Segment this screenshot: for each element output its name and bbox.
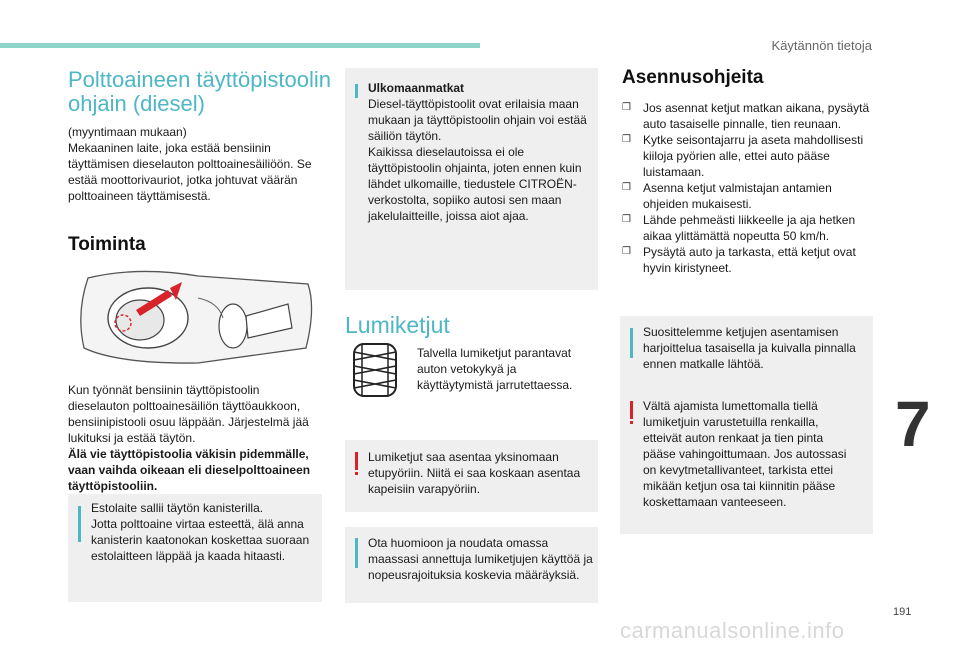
info-box-text <box>368 535 593 583</box>
list-item <box>622 132 872 180</box>
text-line: Suosittelemme ketjujen asentamisen <box>643 325 839 339</box>
info-marker <box>78 506 81 542</box>
abroad-text <box>368 80 587 224</box>
text-line: ennen matkalle lähtöä. <box>643 357 764 371</box>
text-line: lumiketjuin varustetuilla renkailla, <box>643 415 819 429</box>
text-line: Talvella lumiketjut parantavat <box>417 346 572 360</box>
text-line: Diesel-täyttöpistoolit ovat erilaisia maan <box>368 97 579 111</box>
title-line: Polttoaineen täyttöpistoolin <box>68 67 331 92</box>
warning-marker <box>630 401 633 419</box>
text-line: mikään ketjun osa tai kiinnitin pääse <box>643 479 836 493</box>
warning-marker <box>355 452 358 470</box>
top-accent-bar <box>0 43 480 48</box>
text-line: Jotta polttoaine virtaa esteettä, älä anna <box>91 517 304 531</box>
text-line: jakelulaitteille, joissa aiot ajaa. <box>368 209 529 223</box>
text-line: lähdet ulkomaille, tiedustele CITROËN- <box>368 177 577 191</box>
list-item <box>622 244 872 276</box>
text-line: aikaa ylittämättä nopeutta 50 km/h. <box>643 229 830 243</box>
text-line: hyvin kiristyneet. <box>643 261 732 275</box>
text-line: Lumiketjut saa asentaa yksinomaan <box>368 450 559 464</box>
text-line: ❒ Asenna ketjut valmistajan antamien <box>643 181 832 195</box>
abroad-title: Ulkomaanmatkat <box>368 81 465 95</box>
list-item <box>622 180 872 212</box>
watermark: carmanualsonline.info <box>620 618 845 643</box>
text-line: verkostolta, sopiiko autosi sen maan <box>368 193 562 207</box>
text-line: koskettamaan vanteeseen. <box>643 495 787 509</box>
fuel-filler-illustration <box>78 268 318 368</box>
text-line: lukituksi ja estää täytön. <box>68 431 196 445</box>
list-item <box>622 100 872 132</box>
text-line: ohjeiden mukaisesti. <box>643 197 752 211</box>
text-line: kiiloja pyörien alle, ettei auto pääse <box>643 149 830 163</box>
title-line: ohjain (diesel) <box>68 91 205 116</box>
snowless-road-warning-text <box>643 398 846 510</box>
text-line: dieselauton polttoainesäiliön täyttöaukkoon, <box>68 399 301 413</box>
text-line: Älä vie täyttöpistoolia väkisin pidemmälle, <box>68 447 309 461</box>
text-line: polttoaineen täyttämisestä. <box>68 189 211 203</box>
text-line: auto tasaiselle pinnalle, tien reunaan. <box>643 117 842 131</box>
text-line: nopeusrajoituksia koskevia määräyksiä. <box>368 568 580 582</box>
text-line: täyttöpistooliin. <box>68 479 158 493</box>
text-line: ❒ Lähde pehmeästi liikkeelle ja aja hetken <box>643 213 856 227</box>
text-line: (myyntimaan mukaan) <box>68 125 187 139</box>
text-line: Ota huomioon ja noudata omassa <box>368 536 549 550</box>
text-line: mukaan ja täyttöpistoolin ohjain voi estää <box>368 113 587 127</box>
text-line: täyttämisen dieselauton polttoainesäiliöön. Se <box>68 157 312 171</box>
text-line: estää moottorivauriot, jotka johtuvat väärän <box>68 173 298 187</box>
text-line: Vältä ajamista lumettomalla tiellä <box>643 399 818 413</box>
chapter-number: 7 <box>895 388 931 460</box>
fuel-guide-title <box>68 68 331 116</box>
list-item <box>622 212 872 244</box>
text-line: ❒ Jos asennat ketjut matkan aikana, pysäytä <box>643 101 870 115</box>
text-line: bensiinipistooli osuu läppään. Järjestelmä jää <box>68 415 309 429</box>
text-line: ❒ Pysäytä auto ja tarkasta, että ketjut ovat <box>643 245 856 259</box>
snow-chains-title: Lumiketjut <box>345 312 450 338</box>
text-line: Kun työnnät bensiinin täyttöpistoolin <box>68 383 260 397</box>
text-line: vaan vaihda oikeaan eli dieselpolttoaineen <box>68 463 311 477</box>
snow-chain-icon <box>348 340 402 400</box>
text-line: etteivät auton renkaat ja tien pinta <box>643 431 824 445</box>
text-line: maassasi annettuja lumiketjujen käyttöä ja <box>368 552 593 566</box>
text-line: etupyöriin. Niitä ei saa koskaan asentaa <box>368 466 581 480</box>
text-line: on kevytmetallivanteet, tarkista ettei <box>643 463 834 477</box>
page-number: 191 <box>893 606 912 618</box>
info-marker <box>355 84 358 98</box>
info-marker <box>630 328 633 358</box>
practice-tip-text <box>643 324 856 372</box>
info-marker <box>355 538 358 568</box>
text-line: estolaitteen läppää ja kaada hitaasti. <box>91 549 286 563</box>
snow-chains-text <box>417 345 572 393</box>
text-line: luistamaan. <box>643 165 705 179</box>
operation-description <box>68 382 310 494</box>
text-line: säiliön täytön. <box>368 129 442 143</box>
text-line: kanisterin kaatonokan koskettaa suoraan <box>91 533 310 547</box>
text-line: kapeisiin varapyöriin. <box>368 482 481 496</box>
section-title: Käytännön tietoja <box>771 38 872 53</box>
warning-box-text <box>368 449 580 497</box>
text-line: auton vetokykyä ja <box>417 362 517 376</box>
installation-steps <box>622 100 872 276</box>
text-line: Mekaaninen laite, joka estää bensiinin <box>68 141 271 155</box>
text-line: käyttäytymistä jarrutettaessa. <box>417 378 573 392</box>
text-line: Kaikissa dieselautoissa ei ole <box>368 145 525 159</box>
intro-text <box>68 124 312 204</box>
installation-heading: Asennusohjeita <box>622 67 764 88</box>
text-line: täyttöpistoolin ohjainta, joten ennen kuin <box>368 161 582 175</box>
info-box-text <box>91 500 309 564</box>
operation-heading: Toiminta <box>68 234 146 255</box>
text-line: Estolaite sallii täytön kanisterilla. <box>91 501 264 515</box>
text-line: pääse vahingoittumaan. Jos autossasi <box>643 447 847 461</box>
text-line: harjoittelua tasaisella ja kuivalla pinnalla <box>643 341 856 355</box>
text-line: ❒ Kytke seisontajarru ja aseta mahdollisesti <box>643 133 864 147</box>
